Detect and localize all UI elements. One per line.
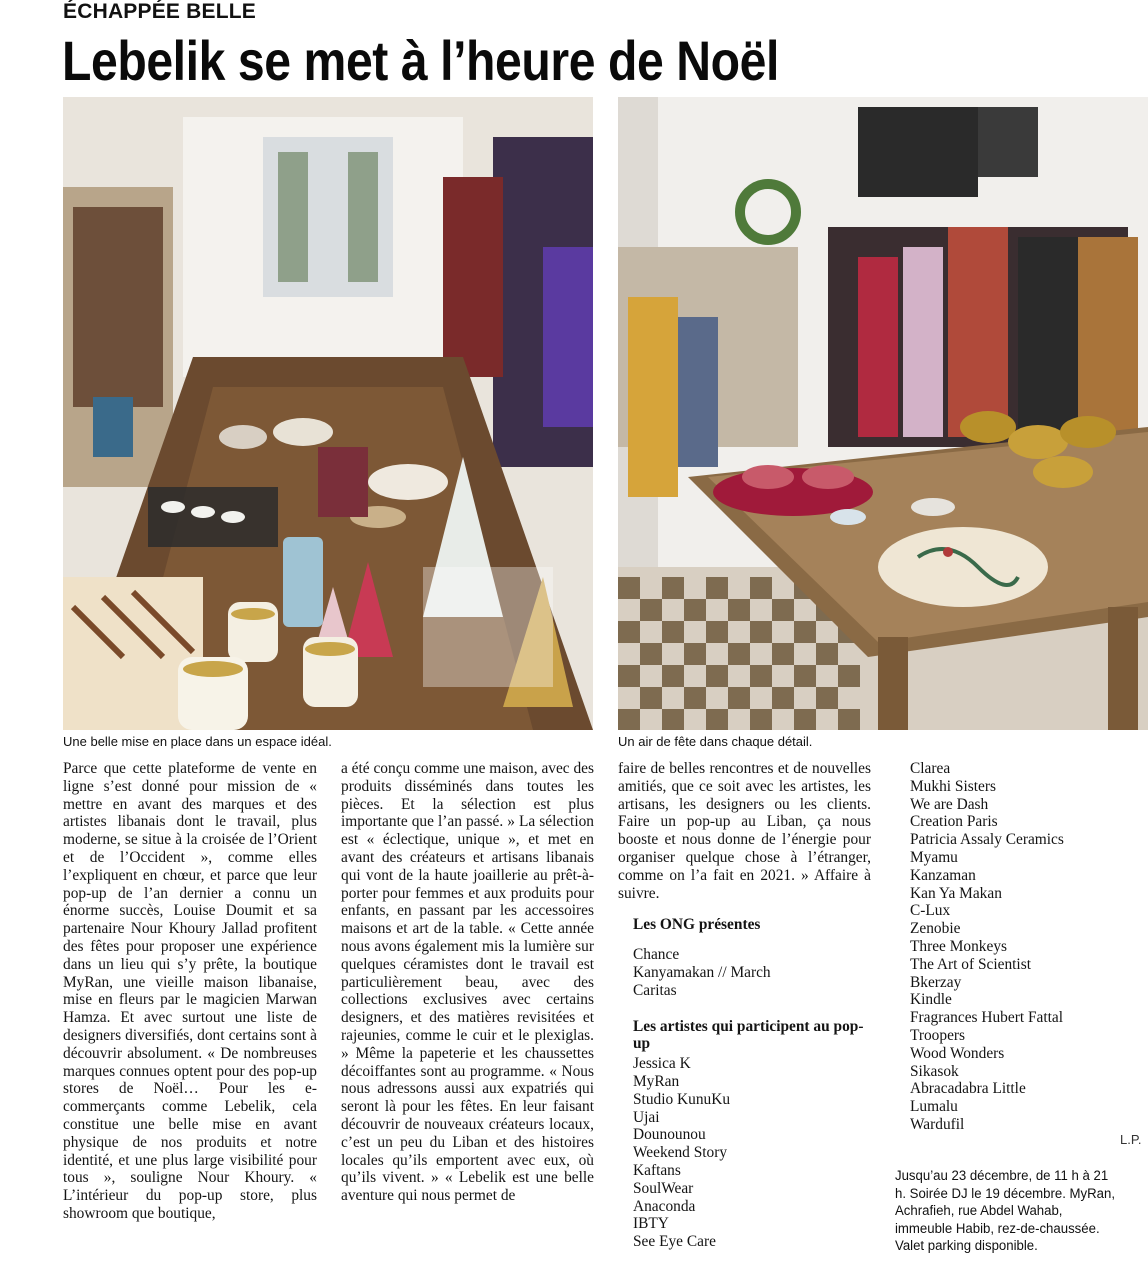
list-item: Kan Ya Makan [910, 884, 1002, 902]
list-item: Troopers [910, 1026, 966, 1044]
list-item: Caritas [633, 981, 677, 999]
list-item: Sikasok [910, 1062, 959, 1080]
body-paragraph-3: faire de belles rencontres et de nouvelles amitiés, que ce soit avec les artistes, les artisans, les designers ou les clients. Faire un pop-up au Liban, ça nous booste et nous donne de l’énergie pour organiser quelque chose à l’étranger, comme on l’a fait en 2021. » Affaire à suivre. [618, 760, 871, 902]
list-item: C-Lux [910, 902, 951, 920]
artists-list-part-2 [910, 760, 1130, 1134]
list-item: Myamu [910, 848, 958, 866]
list-item: Fragrances Hubert Fattal [910, 1009, 1063, 1027]
author-initials: L.P. [1120, 1132, 1142, 1147]
photo-table-setting [63, 97, 593, 730]
list-item: Kanzaman [910, 866, 976, 884]
list-item: Anaconda [633, 1197, 696, 1215]
list-item: Kaftans [633, 1161, 681, 1179]
practical-info: Jusqu’au 23 décembre, de 11 h à 21 h. Soirée DJ le 19 décembre. MyRan, Achrafieh, rue Abdel Wahab, immeuble Habib, rez-de-chaussée. Valet parking disponible. [895, 1168, 1116, 1255]
body-column-2 [341, 760, 594, 1205]
artists-heading: Les artistes qui participent au pop-up [633, 1017, 864, 1053]
list-item: Abracadabra Little [910, 1080, 1026, 1098]
list-item: Mukhi Sisters [910, 777, 996, 795]
list-item: The Art of Scientist [910, 955, 1031, 973]
list-item: See Eye Care [633, 1233, 716, 1251]
list-item: Zenobie [910, 920, 961, 938]
list-item: Bkerzay [910, 973, 962, 991]
list-item: Clarea [910, 760, 951, 777]
photo-caption-right: Un air de fête dans chaque détail. [618, 734, 813, 749]
list-item: Three Monkeys [910, 937, 1008, 955]
body-paragraph-1: Parce que cette plateforme de vente en ligne s’est donné pour mission de « mettre en avant des marques et des artistes libanais dont le travail, plus moderne, se situe à la croisée de l’Orient et de l’Occident », comme elles l’expliquent en chœur, et parce que leur pop-up de l’an dernier a connu un énorme succès, Louise Doumit et sa partenaire Nour Khoury Jallad profitent des fêtes pour proposer une expérience dans un lieu qui s’y prête, la boutique MyRan, une vieille maison libanaise, mise en fleurs par le magicien Marwan Hamza. Et avec surtout une liste de designers diversifiés, dont certains sont à découvrir absolument. « De nombreuses marques connues optent pour des pop-up stores de Noël… Pour les e-commerçants comme Lebelik, cela constitue une belle mise en avant physique de nos produits et notre identité, et une plus large visibilité pour tous », souligne Nour Khoury. « L’intérieur du pop-up store, plus showroom que boutique, [63, 760, 317, 1222]
list-item: Creation Paris [910, 813, 998, 831]
list-item: Weekend Story [633, 1144, 728, 1162]
list-item: Ujai [633, 1108, 660, 1126]
list-item: Studio KunuKu [633, 1090, 731, 1108]
artists-list-part-1 [618, 1055, 871, 1251]
ong-heading: Les ONG présentes [633, 916, 761, 934]
list-item: Lumalu [910, 1098, 958, 1116]
section-kicker: ÉCHAPPÉE BELLE [63, 0, 256, 23]
list-item: Wood Wonders [910, 1044, 1005, 1062]
list-item: Jessica K [633, 1055, 691, 1073]
body-column-1 [63, 760, 317, 1223]
body-column-3 [618, 760, 871, 1251]
list-item: SoulWear [633, 1179, 694, 1197]
list-item: IBTY [633, 1215, 669, 1233]
list-item: Chance [633, 946, 680, 964]
article-headline: Lebelik se met à l’heure de Noël [62, 29, 779, 92]
body-paragraph-2: a été conçu comme une maison, avec des produits disséminés dans toutes les pièces. Et la sélection est plus importante que l’an passé. » La sélection est « éclectique, unique », et met en avant des créateurs et artisans libanais qui vont de la haute joaillerie au prêt-à-porter pour femmes et aux produits pour enfants, en passant par les accessoires maisons et art de la table. « Cette année nous avons également mis la lumière sur quelques céramistes dont le travail est particulièrement beau, avec des collections exclusives avec certains designers, et des matières revisitées et rajeunies, comme le cuir et le plexiglas. » Même la papeterie et les chaussettes décoiffantes sont au programme. « Nous nous adressons aussi aux expatriés qui seront là pour les fêtes. En leur faisant découvrir de nouveaux créateurs locaux, c’est un peu du Liban et des histoires locales qu’ils emportent avec eux, où qu’ils vivent. » « Lebelik est une belle aventure qui nous permet de [341, 760, 594, 1205]
list-item: Dounounou [633, 1126, 706, 1144]
list-item: Kindle [910, 991, 952, 1009]
list-item: Wardufil [910, 1115, 965, 1133]
photo-caption-left: Une belle mise en place dans un espace idéal. [63, 734, 332, 749]
body-column-4 [910, 760, 1130, 1134]
list-item: We are Dash [910, 795, 989, 813]
list-item: Patricia Assaly Ceramics [910, 831, 1064, 849]
photo-boutique-interior [618, 97, 1148, 730]
list-item: MyRan [633, 1072, 680, 1090]
ong-list [618, 946, 871, 999]
list-item: Kanyamakan // March [633, 963, 771, 981]
